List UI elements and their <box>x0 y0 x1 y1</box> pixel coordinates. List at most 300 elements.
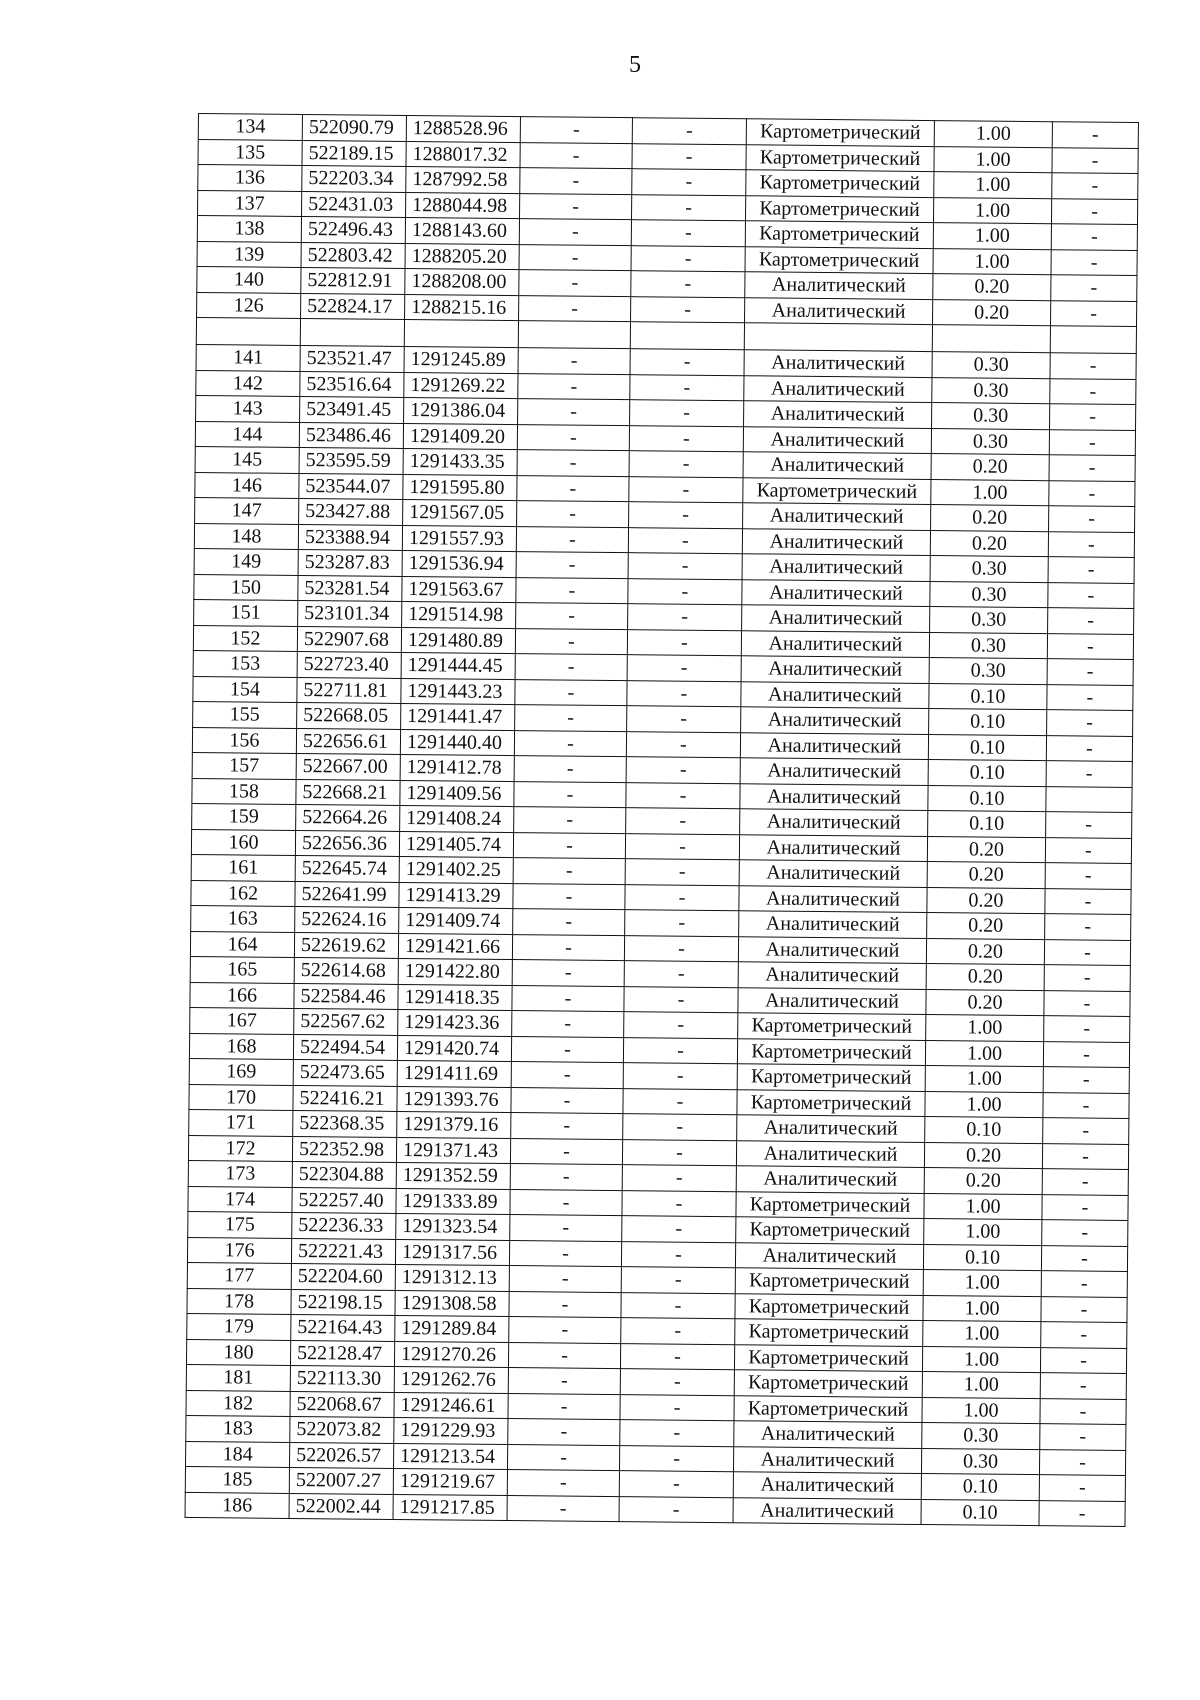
column-5-cell: - <box>623 1037 737 1064</box>
y-coordinate-cell: 1291219.67 <box>393 1468 507 1495</box>
x-coordinate-cell: 523287.83 <box>298 549 402 575</box>
column-4-cell: - <box>507 1444 619 1471</box>
method-cell: Картометрический <box>745 221 933 248</box>
last-column-cell: - <box>1052 147 1138 173</box>
last-column-cell: - <box>1042 1194 1128 1220</box>
x-coordinate-cell: 522494.54 <box>293 1034 397 1060</box>
column-4-cell: - <box>520 193 632 220</box>
method-cell: Аналитический <box>742 579 930 606</box>
accuracy-cell: 0.30 <box>921 1448 1039 1475</box>
point-number-cell: 172 <box>188 1135 292 1161</box>
column-5-cell: - <box>632 169 746 196</box>
last-column-cell: - <box>1041 1245 1127 1271</box>
column-5-cell: - <box>629 451 743 478</box>
method-cell: Картометрический <box>737 1038 925 1065</box>
last-column-cell: - <box>1039 1449 1125 1475</box>
y-coordinate-cell: 1291371.43 <box>396 1137 510 1164</box>
accuracy-cell: 1.00 <box>925 1091 1043 1118</box>
y-coordinate-cell: 1291420.74 <box>397 1035 511 1062</box>
column-4-cell: - <box>515 679 627 706</box>
method-cell: Аналитический <box>743 503 931 530</box>
table-body <box>185 114 1138 1527</box>
method-cell: Картометрический <box>746 119 934 146</box>
y-coordinate-cell: 1291514.98 <box>402 601 516 628</box>
method-cell: Аналитический <box>741 656 929 683</box>
last-column-cell: - <box>1045 914 1131 940</box>
y-coordinate-cell: 1288208.00 <box>405 268 519 295</box>
point-number-cell: 176 <box>187 1237 291 1263</box>
y-coordinate-cell: 1291418.35 <box>398 984 512 1011</box>
column-4-cell: - <box>510 1189 622 1216</box>
y-coordinate-cell: 1291411.69 <box>397 1060 511 1087</box>
column-5-cell: - <box>631 194 745 221</box>
column-5-cell: - <box>631 271 745 298</box>
accuracy-cell: 0.20 <box>931 505 1049 532</box>
last-column-cell: - <box>1047 684 1133 710</box>
column-5-cell: - <box>620 1343 734 1370</box>
column-5-cell: - <box>620 1394 734 1421</box>
y-coordinate-cell: 1291422.80 <box>398 958 512 985</box>
accuracy-cell: 0.20 <box>927 862 1045 889</box>
x-coordinate-cell: 522567.62 <box>294 1008 398 1034</box>
x-coordinate-cell: 523516.64 <box>300 371 404 397</box>
y-coordinate-cell: 1291333.89 <box>396 1188 510 1215</box>
y-coordinate-cell: 1291270.26 <box>394 1341 508 1368</box>
method-cell: Картометрический <box>734 1370 922 1397</box>
point-number-cell: 183 <box>186 1415 290 1441</box>
y-coordinate-cell: 1291402.25 <box>399 856 513 883</box>
point-number-cell: 171 <box>189 1109 293 1135</box>
column-5-cell: - <box>630 349 744 376</box>
point-number-cell: 140 <box>197 266 301 292</box>
y-coordinate-cell: 1288143.60 <box>405 217 519 244</box>
column-5-cell: - <box>631 296 745 323</box>
accuracy-cell: 1.00 <box>933 248 1051 275</box>
last-column-cell: - <box>1051 224 1137 250</box>
accuracy-cell: 1.00 <box>922 1397 1040 1424</box>
column-4-cell: - <box>507 1495 619 1522</box>
column-4-cell: - <box>508 1419 620 1446</box>
method-cell <box>744 323 932 352</box>
column-5-cell: - <box>621 1241 735 1268</box>
column-4-cell: - <box>516 577 628 604</box>
column-5-cell: - <box>624 1012 738 1039</box>
method-cell: Аналитический <box>737 1115 925 1142</box>
method-cell: Аналитический <box>740 783 928 810</box>
last-column-cell: - <box>1042 1169 1128 1195</box>
point-number-cell: 186 <box>185 1492 289 1518</box>
column-5-cell: - <box>629 502 743 529</box>
point-number-cell: 135 <box>198 139 302 165</box>
column-4-cell: - <box>519 270 631 297</box>
method-cell: Картометрический <box>745 195 933 222</box>
last-column-cell: - <box>1051 198 1137 224</box>
column-4-cell: - <box>517 424 629 451</box>
x-coordinate-cell: 522667.00 <box>296 753 400 779</box>
column-5-cell: - <box>620 1420 734 1447</box>
x-coordinate-cell: 523281.54 <box>298 575 402 601</box>
point-number-cell: 141 <box>196 344 300 370</box>
accuracy-cell: 0.10 <box>921 1499 1039 1526</box>
method-cell: Аналитический <box>734 1421 922 1448</box>
point-number-cell: 164 <box>190 931 294 957</box>
x-coordinate-cell: 523491.45 <box>300 396 404 422</box>
column-5-cell: - <box>628 604 742 631</box>
point-number-cell: 165 <box>190 956 294 982</box>
y-coordinate-cell: 1291409.74 <box>399 907 513 934</box>
column-4-cell: - <box>511 1113 623 1140</box>
y-coordinate-cell: 1291444.45 <box>401 652 515 679</box>
point-number-cell: 145 <box>195 446 299 472</box>
last-column-cell: - <box>1046 761 1132 787</box>
column-4-cell: - <box>513 883 625 910</box>
method-cell: Аналитический <box>738 987 926 1014</box>
accuracy-cell: 0.30 <box>932 377 1050 404</box>
x-coordinate-cell: 522204.60 <box>291 1263 395 1289</box>
column-4-cell: - <box>514 730 626 757</box>
point-number-cell: 184 <box>186 1441 290 1467</box>
x-coordinate-cell: 523486.46 <box>299 422 403 448</box>
column-5-cell: - <box>632 143 746 170</box>
y-coordinate-cell: 1288528.96 <box>406 116 520 143</box>
last-column-cell: - <box>1042 1220 1128 1246</box>
accuracy-cell: 0.30 <box>931 428 1049 455</box>
last-column-cell: - <box>1040 1424 1126 1450</box>
last-column-cell: - <box>1050 378 1136 404</box>
y-coordinate-cell: 1291323.54 <box>396 1213 510 1240</box>
x-coordinate-cell: 523427.88 <box>299 498 403 524</box>
column-5-cell: - <box>621 1318 735 1345</box>
last-column-cell: - <box>1040 1347 1126 1373</box>
column-5-cell: - <box>620 1369 734 1396</box>
last-column-cell: - <box>1045 888 1131 914</box>
last-column-cell: - <box>1051 249 1137 275</box>
column-4-cell: - <box>511 1087 623 1114</box>
x-coordinate-cell: 522824.17 <box>301 293 405 319</box>
y-coordinate-cell: 1291245.89 <box>404 346 518 373</box>
method-cell: Картометрический <box>735 1293 923 1320</box>
method-cell: Картометрический <box>734 1344 922 1371</box>
x-coordinate-cell: 522416.21 <box>293 1085 397 1111</box>
accuracy-cell: 1.00 <box>934 172 1052 199</box>
x-coordinate-cell: 522128.47 <box>290 1340 394 1366</box>
last-column-cell: - <box>1041 1296 1127 1322</box>
y-coordinate-cell: 1288044.98 <box>406 192 520 219</box>
method-cell: Картометрический <box>743 477 931 504</box>
x-coordinate-cell: 522723.40 <box>297 651 401 677</box>
accuracy-cell: 1.00 <box>924 1193 1042 1220</box>
x-coordinate-cell <box>300 318 404 346</box>
method-cell: Аналитический <box>741 681 929 708</box>
method-cell: Аналитический <box>741 707 929 734</box>
point-number-cell: 159 <box>192 803 296 829</box>
last-column-cell: - <box>1049 429 1135 455</box>
x-coordinate-cell: 522431.03 <box>302 191 406 217</box>
point-number-cell: 134 <box>198 114 302 140</box>
column-5-cell: - <box>629 425 743 452</box>
y-coordinate-cell: 1291317.56 <box>395 1239 509 1266</box>
y-coordinate-cell: 1291441.47 <box>401 703 515 730</box>
accuracy-cell: 0.20 <box>933 299 1051 326</box>
accuracy-cell: 1.00 <box>931 479 1049 506</box>
last-column-cell: - <box>1040 1398 1126 1424</box>
column-4-cell: - <box>509 1317 621 1344</box>
column-5-cell: - <box>622 1139 736 1166</box>
last-column-cell: - <box>1047 659 1133 685</box>
accuracy-cell: 0.20 <box>931 454 1049 481</box>
last-column-cell: - <box>1047 633 1133 659</box>
accuracy-cell: 0.20 <box>924 1142 1042 1169</box>
x-coordinate-cell: 522803.42 <box>301 242 405 268</box>
x-coordinate-cell: 522368.35 <box>293 1110 397 1136</box>
column-4-cell: - <box>508 1368 620 1395</box>
y-coordinate-cell: 1291213.54 <box>393 1443 507 1470</box>
accuracy-cell: 0.10 <box>921 1474 1039 1501</box>
last-column-cell: - <box>1041 1271 1127 1297</box>
point-number-cell: 173 <box>188 1160 292 1186</box>
x-coordinate-cell: 522304.88 <box>292 1161 396 1187</box>
y-coordinate-cell: 1291312.13 <box>395 1264 509 1291</box>
last-column-cell <box>1050 326 1136 354</box>
column-5-cell: - <box>625 884 739 911</box>
method-cell: Аналитический <box>739 834 927 861</box>
x-coordinate-cell: 522473.65 <box>293 1059 397 1085</box>
last-column-cell: - <box>1043 1067 1129 1093</box>
last-column-cell: - <box>1039 1500 1125 1526</box>
point-number-cell: 180 <box>186 1339 290 1365</box>
point-number-cell: 153 <box>193 650 297 676</box>
point-number-cell: 158 <box>192 778 296 804</box>
point-number-cell: 174 <box>188 1186 292 1212</box>
method-cell: Аналитический <box>740 732 928 759</box>
y-coordinate-cell: 1291386.04 <box>404 397 518 424</box>
column-5-cell: - <box>627 629 741 656</box>
accuracy-cell: 0.20 <box>927 913 1045 940</box>
point-number-cell: 160 <box>191 829 295 855</box>
accuracy-cell <box>932 325 1050 353</box>
method-cell: Аналитический <box>745 297 933 324</box>
method-cell: Аналитический <box>733 1497 921 1524</box>
column-4-cell: - <box>518 399 630 426</box>
point-number-cell: 149 <box>194 548 298 574</box>
x-coordinate-cell: 522668.05 <box>297 702 401 728</box>
page-number: 5 <box>629 52 641 78</box>
column-4-cell: - <box>517 450 629 477</box>
accuracy-cell: 1.00 <box>933 197 1051 224</box>
x-coordinate-cell: 522656.36 <box>295 830 399 856</box>
accuracy-cell: 0.30 <box>932 403 1050 430</box>
method-cell: Аналитический <box>742 528 930 555</box>
column-5-cell: - <box>626 731 740 758</box>
accuracy-cell: 1.00 <box>934 121 1052 148</box>
y-coordinate-cell: 1291412.78 <box>400 754 514 781</box>
accuracy-cell: 0.20 <box>933 274 1051 301</box>
y-coordinate-cell: 1291557.93 <box>402 525 516 552</box>
last-column-cell: - <box>1049 480 1135 506</box>
column-4-cell: - <box>514 756 626 783</box>
y-coordinate-cell: 1291423.36 <box>398 1009 512 1036</box>
last-column-cell: - <box>1050 353 1136 379</box>
column-4-cell: - <box>513 832 625 859</box>
last-column-cell: - <box>1050 300 1136 326</box>
method-cell: Аналитический <box>739 885 927 912</box>
point-number-cell: 139 <box>197 241 301 267</box>
method-cell: Картометрический <box>737 1064 925 1091</box>
x-coordinate-cell: 522668.21 <box>296 779 400 805</box>
method-cell: Аналитический <box>738 962 926 989</box>
method-cell: Аналитический <box>745 272 933 299</box>
accuracy-cell: 1.00 <box>922 1346 1040 1373</box>
method-cell: Аналитический <box>733 1446 921 1473</box>
y-coordinate-cell: 1291536.94 <box>402 550 516 577</box>
last-column-cell: - <box>1050 404 1136 430</box>
column-5-cell: - <box>627 706 741 733</box>
y-coordinate-cell: 1291246.61 <box>394 1392 508 1419</box>
x-coordinate-cell: 522619.62 <box>294 932 398 958</box>
x-coordinate-cell: 523101.34 <box>298 600 402 626</box>
method-cell: Аналитический <box>744 375 932 402</box>
column-4-cell: - <box>508 1342 620 1369</box>
column-5-cell: - <box>625 833 739 860</box>
y-coordinate-cell: 1291433.35 <box>403 448 517 475</box>
last-column-cell: - <box>1042 1143 1128 1169</box>
column-4-cell: - <box>515 628 627 655</box>
column-5-cell: - <box>621 1292 735 1319</box>
column-4-cell: - <box>514 807 626 834</box>
x-coordinate-cell: 522645.74 <box>295 855 399 881</box>
column-5-cell: - <box>632 118 746 145</box>
last-column-cell: - <box>1039 1475 1125 1501</box>
column-4-cell: - <box>520 168 632 195</box>
column-4-cell: - <box>517 475 629 502</box>
y-coordinate-cell: 1287992.58 <box>406 166 520 193</box>
column-4-cell <box>518 321 630 349</box>
accuracy-cell: 1.00 <box>925 1040 1043 1067</box>
accuracy-cell: 0.10 <box>928 734 1046 761</box>
last-column-cell: - <box>1049 506 1135 532</box>
point-number-cell: 166 <box>190 982 294 1008</box>
y-coordinate-cell: 1288017.32 <box>406 141 520 168</box>
accuracy-cell: 0.30 <box>930 581 1048 608</box>
accuracy-cell: 0.20 <box>927 887 1045 914</box>
x-coordinate-cell: 522068.67 <box>290 1391 394 1417</box>
x-coordinate-cell: 522257.40 <box>292 1187 396 1213</box>
last-column-cell: - <box>1046 735 1132 761</box>
point-number-cell: 156 <box>192 727 296 753</box>
last-column-cell: - <box>1048 582 1134 608</box>
method-cell: Картометрический <box>734 1395 922 1422</box>
column-4-cell: - <box>509 1291 621 1318</box>
point-number-cell: 177 <box>187 1262 291 1288</box>
point-number-cell: 178 <box>187 1288 291 1314</box>
accuracy-cell: 0.20 <box>926 989 1044 1016</box>
method-cell: Аналитический <box>733 1472 921 1499</box>
column-4-cell: - <box>513 909 625 936</box>
accuracy-cell: 0.10 <box>925 1117 1043 1144</box>
method-cell: Аналитический <box>738 936 926 963</box>
column-5-cell: - <box>626 757 740 784</box>
x-coordinate-cell: 522198.15 <box>291 1289 395 1315</box>
column-4-cell: - <box>509 1266 621 1293</box>
last-column-cell: - <box>1047 710 1133 736</box>
x-coordinate-cell: 522496.43 <box>301 216 405 242</box>
column-5-cell: - <box>619 1445 733 1472</box>
last-column-cell: - <box>1052 122 1138 148</box>
x-coordinate-cell: 522624.16 <box>295 906 399 932</box>
column-4-cell: - <box>514 781 626 808</box>
point-number-cell: 151 <box>194 599 298 625</box>
last-column-cell: - <box>1043 1092 1129 1118</box>
x-coordinate-cell: 522073.82 <box>290 1416 394 1442</box>
accuracy-cell: 1.00 <box>933 223 1051 250</box>
point-number-cell: 142 <box>196 370 300 396</box>
column-5-cell: - <box>627 655 741 682</box>
column-5-cell: - <box>625 859 739 886</box>
column-5-cell: - <box>624 986 738 1013</box>
point-number-cell: 147 <box>195 497 299 523</box>
column-5-cell: - <box>628 553 742 580</box>
column-5-cell: - <box>630 400 744 427</box>
x-coordinate-cell: 523595.59 <box>299 447 403 473</box>
point-number-cell: 167 <box>190 1007 294 1033</box>
point-number-cell: 170 <box>189 1084 293 1110</box>
y-coordinate-cell: 1291443.23 <box>401 678 515 705</box>
method-cell: Картометрический <box>736 1191 924 1218</box>
x-coordinate-cell: 523388.94 <box>298 524 402 550</box>
y-coordinate-cell: 1291379.16 <box>397 1111 511 1138</box>
point-number-cell: 137 <box>198 190 302 216</box>
column-4-cell: - <box>511 1062 623 1089</box>
accuracy-cell: 1.00 <box>934 146 1052 173</box>
y-coordinate-cell: 1291595.80 <box>403 474 517 501</box>
accuracy-cell: 0.20 <box>927 836 1045 863</box>
method-cell: Картометрический <box>738 1013 926 1040</box>
method-cell: Картометрический <box>746 144 934 171</box>
accuracy-cell: 1.00 <box>923 1321 1041 1348</box>
method-cell: Картометрический <box>735 1319 923 1346</box>
column-5-cell: - <box>628 527 742 554</box>
accuracy-cell: 0.20 <box>926 964 1044 991</box>
method-cell: Аналитический <box>740 809 928 836</box>
point-number-cell: 157 <box>192 752 296 778</box>
column-5-cell: - <box>623 1063 737 1090</box>
x-coordinate-cell: 522189.15 <box>302 140 406 166</box>
y-coordinate-cell: 1291308.58 <box>395 1290 509 1317</box>
column-4-cell: - <box>515 705 627 732</box>
point-number-cell: 136 <box>198 165 302 191</box>
column-5-cell: - <box>619 1496 733 1523</box>
method-cell: Картометрический <box>735 1268 923 1295</box>
column-5-cell: - <box>631 245 745 272</box>
column-5-cell: - <box>623 1114 737 1141</box>
point-number-cell: 185 <box>185 1466 289 1492</box>
y-coordinate-cell: 1291229.93 <box>394 1417 508 1444</box>
column-5-cell: - <box>621 1267 735 1294</box>
accuracy-cell: 1.00 <box>925 1066 1043 1093</box>
last-column-cell: - <box>1044 939 1130 965</box>
last-column-cell: - <box>1044 990 1130 1016</box>
accuracy-cell: 0.10 <box>928 760 1046 787</box>
accuracy-cell: 0.20 <box>930 530 1048 557</box>
x-coordinate-cell: 523544.07 <box>299 473 403 499</box>
column-5-cell: - <box>623 1088 737 1115</box>
x-coordinate-cell: 522664.26 <box>296 804 400 830</box>
y-coordinate-cell: 1291440.40 <box>400 729 514 756</box>
point-number-cell: 175 <box>188 1211 292 1237</box>
last-column-cell <box>1046 786 1132 812</box>
x-coordinate-cell: 522113.30 <box>290 1365 394 1391</box>
column-4-cell: - <box>512 985 624 1012</box>
